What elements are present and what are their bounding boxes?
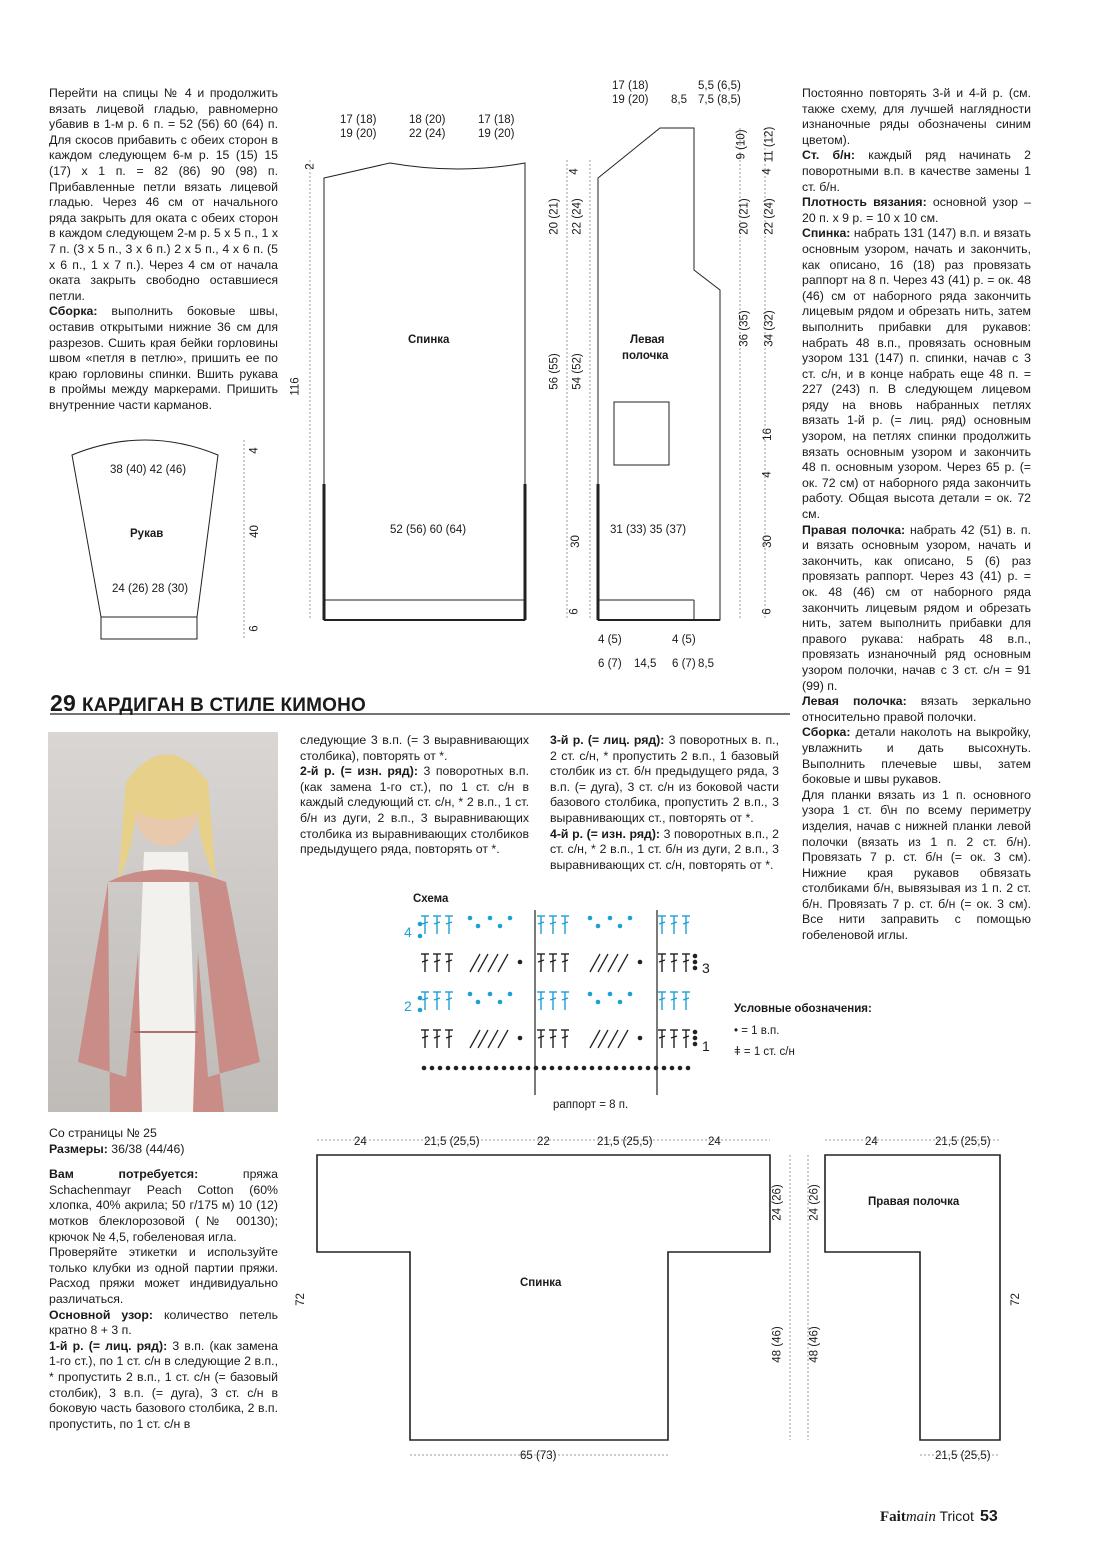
chain-stitch-mark (608, 992, 613, 997)
chain-stitch-mark (566, 1066, 571, 1071)
col1-top-text (49, 86, 278, 413)
chain-stitch-mark (498, 1000, 503, 1005)
chain-stitch-mark (470, 1066, 475, 1071)
col1_top-para (49, 86, 278, 304)
dc-stitch-mark (445, 1030, 453, 1048)
model-photo (48, 732, 278, 1112)
dc-stitch-mark (445, 954, 453, 972)
chain-stitch-mark (662, 1066, 667, 1071)
col2-mid-text (300, 733, 529, 858)
chain-stitch-mark (598, 1066, 603, 1071)
dc-stitch-mark (561, 916, 569, 934)
chain-stitch-mark (502, 1066, 507, 1071)
para-lead: Правая полочка: (802, 522, 906, 537)
dc-stitch-mark (549, 916, 557, 934)
para-lead: Сборка: (802, 725, 851, 740)
para-text: 3 поворотных в.п., 2 ст. с/н, * 2 в.п., 1 ст. б/н из дуги, 2 в.п., 3 выравнивающих ст. с/н, повторять от *. (550, 826, 779, 872)
para-text: Со страницы № 25 (49, 1126, 157, 1140)
front-r7: 30 (761, 535, 774, 548)
chain-stitch-mark (468, 992, 473, 997)
para-text: вязать зеркально относительно правой полочки. (802, 694, 1031, 724)
back-h-a: 4 (568, 168, 581, 175)
back-neck-depth: 2 (304, 163, 317, 170)
fan-stitch-mark (478, 1030, 488, 1048)
chain-stitch-mark (446, 1066, 451, 1071)
sleeve-h2: 40 (248, 525, 261, 538)
chain-stitch-mark (628, 916, 633, 921)
back-total-height: 116 (289, 377, 302, 396)
chain-stitch-mark (588, 916, 593, 921)
back-outline (324, 163, 525, 620)
chain-stitch-mark (588, 992, 593, 997)
chain-stitch-mark (418, 1008, 423, 1013)
dc-stitch-mark (670, 992, 678, 1010)
para-text: каждый ряд начинать 2 поворотными в.п. в качестве замены 1 ст. б/н. (802, 148, 1031, 194)
front-r6: 4 (761, 471, 774, 478)
front-top1a: 17 (18) (612, 80, 649, 92)
fan-stitch-mark (478, 954, 488, 972)
dc-stitch-mark (658, 916, 666, 934)
chain-stitch-mark (486, 1066, 491, 1071)
dc-stitch-mark (682, 992, 690, 1010)
kb-h-body: 48 (46) (771, 1326, 784, 1363)
col4_top-para (802, 226, 1031, 522)
col4_top-para (802, 725, 1031, 787)
front-b5: 6 (7) (672, 658, 696, 670)
kimono-back-title: Спинка (520, 1277, 562, 1289)
fan-stitch-mark (470, 1030, 480, 1048)
dc-symbol-icon: ǂ (734, 1046, 744, 1058)
col1-bottom-text (49, 1126, 278, 1432)
para-lead: Вам потребуется: (49, 1167, 199, 1182)
kb-t1: 24 (354, 1136, 367, 1148)
dc-stitch-mark (433, 1030, 441, 1048)
chain-stitch-mark (534, 1066, 539, 1071)
dc-stitch-mark (549, 954, 557, 972)
fan-stitch-mark (470, 954, 480, 972)
dc-stitch-mark (658, 954, 666, 972)
chain-stitch-mark (618, 1000, 623, 1005)
chain-stitch-mark (630, 1066, 635, 1071)
col4_top-para (802, 788, 1031, 944)
chain-stitch-mark (654, 1066, 659, 1071)
dc-stitch-mark (433, 992, 441, 1010)
chain-stitch-mark (638, 1036, 643, 1041)
dc-stitch-mark (537, 954, 545, 972)
front-r3b: 22 (24) (763, 198, 776, 235)
para-text: набрать 131 (147) в.п. и вязать основным узором, начать и закончить, как описано, 16 (18) раз провязать раппорт на 8 п. Через 43 (41) р. = ок. 48 (46) см от наборного ряда закончить лицевым рядом и обрезать нить, затем выполнить прибавки для рукавов: набрать 48 в.п., провязать основным узором 131 (147) п. спинки, начав с 3 ст. с/н, и в конце набрать еще 48 п. = 227 (243) п. В следующем лицевом ряду на вновь набранных петлях вязать 1-й р. (= лиц. ряд) основным узором, на петлях спинки продолжить вязать основным узором и закончить 48 п. основным узором. Через 65 р. (= ок. 72 см) от наборного ряда закончить работу. Общая высота детали = ок. 72 см. (802, 226, 1031, 522)
dc-stitch-mark (670, 1030, 678, 1048)
col4-top-text (802, 86, 1031, 944)
dc-stitch-mark (561, 1030, 569, 1048)
back-h-c1: 56 (55) (548, 353, 561, 390)
footer-mag: Tricot (939, 1508, 974, 1524)
fan-stitch-mark (498, 954, 508, 972)
dc-stitch-mark (421, 1030, 429, 1048)
scheme-row4: 4 (404, 924, 412, 940)
col1_bottom-para (49, 1339, 278, 1433)
fan-stitch-mark (618, 1030, 628, 1048)
back-top2b: 22 (24) (409, 128, 446, 140)
kf-t1: 24 (865, 1136, 878, 1148)
fan-stitch-mark (590, 1030, 600, 1048)
footer-brand: Fait (880, 1509, 906, 1525)
dc-stitch-mark (682, 916, 690, 934)
front-r4b: 34 (32) (763, 310, 776, 347)
chain-stitch-mark (693, 1030, 698, 1035)
sleeve-h3: 6 (248, 625, 261, 632)
back-h-b2: 22 (24) (571, 198, 584, 235)
scheme-row3: 3 (702, 960, 710, 976)
para-text: 36/38 (44/46) (107, 1141, 185, 1156)
dc-stitch-mark (537, 916, 545, 934)
front-b4: 14,5 (634, 658, 657, 670)
chain-stitch-mark (606, 1066, 611, 1071)
chain-stitch-mark (462, 1066, 467, 1071)
fan-stitch-mark (618, 954, 628, 972)
fan-stitch-mark (498, 1030, 508, 1048)
back-top1b: 19 (20) (340, 128, 377, 140)
chain-stitch-mark (488, 916, 493, 921)
chain-stitch-mark (518, 960, 523, 965)
col4_top-para (802, 148, 1031, 195)
kf-h-sleeve: 24 (26) (808, 1184, 821, 1221)
dc-stitch-mark (549, 992, 557, 1010)
sleeve-top-width: 38 (40) 42 (46) (110, 464, 187, 476)
chain-stitch-mark (638, 1066, 643, 1071)
front-b6: 8,5 (698, 658, 714, 670)
dc-stitch-mark (682, 1030, 690, 1048)
dc-stitch-mark (549, 1030, 557, 1048)
legend-chain-label: = 1 в.п. (741, 1025, 780, 1037)
col4_top-para (802, 694, 1031, 725)
chain-stitch-mark (608, 916, 613, 921)
front-outline (598, 128, 720, 620)
sleeve-h1: 4 (248, 447, 261, 454)
legend-dc (734, 1046, 795, 1059)
chain-stitch-mark (542, 1066, 547, 1071)
chain-stitch-mark (686, 1066, 691, 1071)
chain-stitch-mark (418, 996, 423, 1001)
front-r8: 6 (761, 608, 774, 615)
chain-stitch-mark (488, 992, 493, 997)
para-lead: Размеры: (49, 1141, 108, 1156)
col4_top-para (802, 195, 1031, 226)
back-h-e: 6 (568, 608, 581, 615)
chain-stitch-mark (596, 924, 601, 929)
col1_bottom-para (49, 1157, 278, 1167)
chain-stitch-mark (678, 1066, 683, 1071)
kf-h-body: 48 (46) (808, 1326, 821, 1363)
para-text: 3 в.п. (как замена 1-го ст.), по 1 ст. с/н в следующие 2 в.п., * пропустить 2 в.п., 1 ст. с/н (= базовый столбик), 3 в.п. (= дуга), 3 ст. с/н в боковую часть базового столбика, 2 в.п. пропустить, по 1 ст. с/н в (49, 1338, 278, 1431)
chain-stitch-mark (498, 924, 503, 929)
dc-stitch-mark (561, 992, 569, 1010)
front-b2: 4 (5) (672, 634, 696, 646)
scheme-title: Схема (413, 893, 449, 905)
col2_mid-para (300, 764, 529, 858)
chain-stitch-mark (693, 1036, 698, 1041)
chain-stitch-mark (526, 1066, 531, 1071)
dc-stitch-mark (445, 916, 453, 934)
para-text: количество петель кратно 8 + 3 п. (49, 1307, 279, 1338)
col1_top-para (49, 304, 278, 413)
kb-t5: 24 (708, 1136, 721, 1148)
dc-stitch-mark (670, 916, 678, 934)
chain-stitch-mark (418, 922, 423, 927)
chain-stitch-mark (582, 1066, 587, 1071)
dc-stitch-mark (670, 954, 678, 972)
chain-stitch-mark (422, 1066, 427, 1071)
dc-stitch-mark (682, 954, 690, 972)
col3_mid-para (550, 827, 779, 874)
sleeve-title: Рукав (130, 528, 164, 540)
page-footer (880, 1508, 998, 1526)
kb-h-total: 72 (294, 1293, 307, 1306)
kb-t2: 21,5 (25,5) (424, 1136, 480, 1148)
chain-stitch-mark (454, 1066, 459, 1071)
legend-title: Условные обозначения: (734, 1003, 872, 1015)
chain-stitch-mark (693, 1042, 698, 1047)
kb-t4: 21,5 (25,5) (597, 1136, 653, 1148)
back-h-c2: 54 (52) (571, 353, 584, 390)
dc-stitch-mark (445, 992, 453, 1010)
chain-stitch-mark (646, 1066, 651, 1071)
dc-stitch-mark (433, 954, 441, 972)
front-top1b: 19 (20) (612, 94, 649, 106)
chain-stitch-mark (550, 1066, 555, 1071)
front-title-1: Левая (630, 334, 665, 346)
chain-stitch-mark (618, 924, 623, 929)
para-lead: Основной узор: (49, 1307, 154, 1322)
kf-h-total: 72 (1009, 1293, 1022, 1306)
chain-stitch-mark (438, 1066, 443, 1071)
dc-stitch-mark (421, 916, 429, 934)
kimono-front-title: Правая полочка (868, 1196, 960, 1208)
legend-dc-label: = 1 ст. с/н (743, 1046, 795, 1058)
col1_bottom-para (49, 1245, 278, 1307)
front-top2: 8,5 (671, 94, 687, 106)
chain-symbol-icon: • (734, 1025, 742, 1037)
cardigan-figure (48, 732, 278, 1112)
para-lead: Спинка: (802, 226, 851, 241)
front-r2: 4 (761, 168, 774, 175)
fan-stitch-mark (488, 954, 498, 972)
back-top3a: 17 (18) (478, 114, 515, 126)
para-lead: Плотность вязания: (802, 195, 927, 210)
chain-stitch-mark (622, 1066, 627, 1071)
fan-stitch-mark (598, 1030, 608, 1048)
kb-t3: 22 (537, 1136, 550, 1148)
chain-stitch-mark (693, 966, 698, 971)
para-text: 3 поворотных в. п., 2 ст. с/н, * пропустить 2 в.п., 1 базовый столбик из ст. б/н предыдущего ряда, 3 в.п. (= дуга), 3 ст. с/н из боковой части базового столбика, пропустить 2 в.п., 3 выравнивающих ст., повторять от *. (550, 733, 780, 825)
kf-bottom: 21,5 (25,5) (935, 1450, 991, 1462)
chain-stitch-mark (476, 924, 481, 929)
back-top2a: 18 (20) (409, 114, 446, 126)
chain-stitch-mark (430, 1066, 435, 1071)
para-text: Перейти на спицы № 4 и продолжить вязать лицевой гладью, равномерно убавив в 1-м р. 6 п. = 52 (56) 60 (64) п. Для скосов прибавить с обеих сторон в каждом следующем 6-м р. 15 (15) 15 (17) х 1 п. = 82 (86) 90 (98) п. Прибавленные петли вязать лицевой гладью. Через 46 см от начального ряда закрыть для оката с обеих сторон в каждом следующем 2-м р. 5 х 5 п., 1 х 7 п. (3 х 5 п., 3 х 6 п.) 2 х 5 п., 4 х 6 п. (5 х 6 п., 1 х 7 п.). Через 4 см от начала оката закрыть свободно оставшиеся петли. (49, 86, 278, 303)
pattern-title: КАРДИГАН В СТИЛЕ КИМОНО (81, 695, 367, 716)
front-width: 31 (33) 35 (37) (610, 524, 687, 536)
chain-stitch-mark (590, 1066, 595, 1071)
para-text: детали наколоть на выкройку, увлажнить и дать высохнуть. Выполнить плечевые швы, затем боковые и швы рукавов. (802, 725, 1031, 787)
chain-stitch-mark (494, 1066, 499, 1071)
para-text: основной узор – 20 п. х 9 р. = 10 х 10 см. (802, 195, 1031, 225)
front-b1: 4 (5) (598, 634, 622, 646)
dc-stitch-mark (658, 1030, 666, 1048)
col4_top-para (802, 86, 1031, 148)
chain-stitch-mark (508, 992, 513, 997)
col1_bottom-para (49, 1142, 278, 1158)
scheme-row1: 1 (702, 1038, 710, 1054)
para-text: 3 поворотных в.п. (как замена 1-го ст.), по 1 ст. с/н в каждый следующий ст. с/н, * 2 в.п., 1 ст. б/н из дуги, 2 в.п., 3 выравнивающих столбика из выравнивающих столбиков предыдущего ряда, повторять от *. (300, 764, 529, 857)
para-text: Проверяйте этикетки и используйте только клубки из одной партии пряжи. Расход пряжи может индивидуально различаться. (49, 1245, 278, 1306)
para-text: выполнить боковые швы, оставив открытыми нижние 36 см для разрезов. Сшить края бейки горловины швом «петля в петлю», пришить ее по краю горловины спинки. Вшить рукава в проймы между маркерами. Пришить внутренние части карманов. (49, 304, 278, 412)
pattern-number: 29 (50, 690, 76, 716)
chain-stitch-mark (614, 1066, 619, 1071)
fan-stitch-mark (590, 954, 600, 972)
para-lead: 3-й р. (= лиц. ряд): (550, 733, 665, 747)
col1_bottom-para (49, 1167, 278, 1245)
col1_bottom-para (49, 1126, 278, 1142)
back-top1a: 17 (18) (340, 114, 377, 126)
chain-stitch-mark (518, 1036, 523, 1041)
para-text: пряжа Schachenmayr Peach Cotton (60% хлопка, 40% акрила; 50 г/175 м) 10 (12) мотков блеклорозовой (№ 00130); крючок № 4,5, гобеленовая игла. (49, 1167, 278, 1244)
col1_bottom-para (49, 1308, 278, 1339)
para-lead: 2-й р. (= изн. ряд): (300, 764, 418, 779)
dc-stitch-mark (421, 992, 429, 1010)
dc-stitch-mark (433, 916, 441, 934)
col4_top-para (802, 523, 1031, 695)
chain-stitch-mark (478, 1066, 483, 1071)
chain-stitch-mark (508, 916, 513, 921)
kimono-back-outline (317, 1155, 770, 1440)
chain-stitch-mark (418, 934, 423, 939)
col3-mid-text (550, 733, 779, 873)
front-r5: 16 (761, 428, 774, 441)
kb-bottom: 65 (73) (520, 1450, 557, 1462)
pocket-outline (614, 402, 669, 465)
front-top3a: 5,5 (6,5) (698, 80, 741, 92)
para-text: Постоянно повторять 3-й и 4-й р. (см. также схему, для лучшей наглядности изнаночные ряды обозначены синим цветом). (802, 86, 1031, 147)
sleeve-cuff (101, 617, 197, 639)
scheme-row2: 2 (404, 998, 412, 1014)
chain-stitch-mark (558, 1066, 563, 1071)
back-top3b: 19 (20) (478, 128, 515, 140)
front-r3a: 20 (21) (738, 198, 751, 235)
crochet-scheme (418, 916, 698, 1071)
front-title-2: полочка (622, 350, 669, 362)
legend-chain (734, 1025, 779, 1038)
front-top3b: 7,5 (8,5) (698, 94, 741, 106)
fan-stitch-mark (608, 1030, 618, 1048)
dc-stitch-mark (658, 992, 666, 1010)
para-lead: Ст. б/н: (802, 148, 856, 163)
front-r1a: 9 (10) (735, 129, 748, 160)
col2_mid-para (300, 733, 529, 764)
chain-stitch-mark (693, 954, 698, 959)
para-lead: 1-й р. (= лиц. ряд): (49, 1338, 168, 1353)
back-h-b1: 20 (21) (548, 198, 561, 235)
front-r4a: 36 (35) (738, 310, 751, 347)
col3_mid-para (550, 733, 779, 827)
kf-t2: 21,5 (25,5) (935, 1136, 991, 1148)
fan-stitch-mark (488, 1030, 498, 1048)
chain-stitch-mark (693, 960, 698, 965)
kb-h-sleeve: 24 (26) (771, 1184, 784, 1221)
chain-stitch-mark (468, 916, 473, 921)
chain-stitch-mark (476, 1000, 481, 1005)
para-text: следующие 3 в.п. (= 3 выравнивающих столбика), повторять от *. (300, 733, 529, 763)
chain-stitch-mark (638, 960, 643, 965)
para-text: набрать 42 (51) в. п. и вязать основным узором, начать и закончить, как описано, 5 (6) раз провязать раппорт. Через 43 (41) р. = ок. 48 (46) см от наборного ряда закончить лицевым рядом и обрезать нить, затем выполнить прибавки для правого рукава: набрать 48 в.п., провязать изнаночный ряд основным узором полочки, начав с 3 ст. с/н = 91 (99) п. (802, 522, 1031, 693)
footer-brand2: main (905, 1509, 936, 1525)
fan-stitch-mark (598, 954, 608, 972)
chain-stitch-mark (518, 1066, 523, 1071)
scheme-repeat: раппорт = 8 п. (553, 1099, 629, 1111)
para-lead: Сборка: (49, 304, 98, 319)
back-h-d: 30 (569, 535, 582, 548)
fan-stitch-mark (608, 954, 618, 972)
dc-stitch-mark (421, 954, 429, 972)
chain-stitch-mark (510, 1066, 515, 1071)
para-text: Для планки вязать из 1 п. основного узора 1 ст. б\н по всему периметру изделия, начав с нижней планки левой полочки (вязать из 1 п. 2 ст. б/н). Провязать 7 р. ст. б/н (= ок. 3 см). Нижние края рукавов обвязать столбиками б/н, вывязывая из 1 п. 2 ст. б/н. Провязать 7 р. ст. б/н (= ок. 3 см). Все нити заправить с помощью гобеленовой иглы. (802, 787, 1031, 943)
front-b3: 6 (7) (598, 658, 622, 670)
front-r1b: 11 (12) (763, 126, 776, 163)
pattern-heading (50, 690, 366, 717)
dc-stitch-mark (561, 954, 569, 972)
chain-stitch-mark (670, 1066, 675, 1071)
back-width: 52 (56) 60 (64) (390, 524, 467, 536)
dc-stitch-mark (537, 992, 545, 1010)
chain-stitch-mark (574, 1066, 579, 1071)
chain-stitch-mark (596, 1000, 601, 1005)
page-number: 53 (979, 1508, 998, 1525)
para-lead: Левая полочка: (802, 694, 907, 709)
sleeve-bottom-width: 24 (26) 28 (30) (112, 583, 189, 595)
back-title: Спинка (408, 334, 450, 346)
chain-stitch-mark (628, 992, 633, 997)
dc-stitch-mark (537, 1030, 545, 1048)
para-lead: 4-й р. (= изн. ряд): (550, 826, 661, 841)
